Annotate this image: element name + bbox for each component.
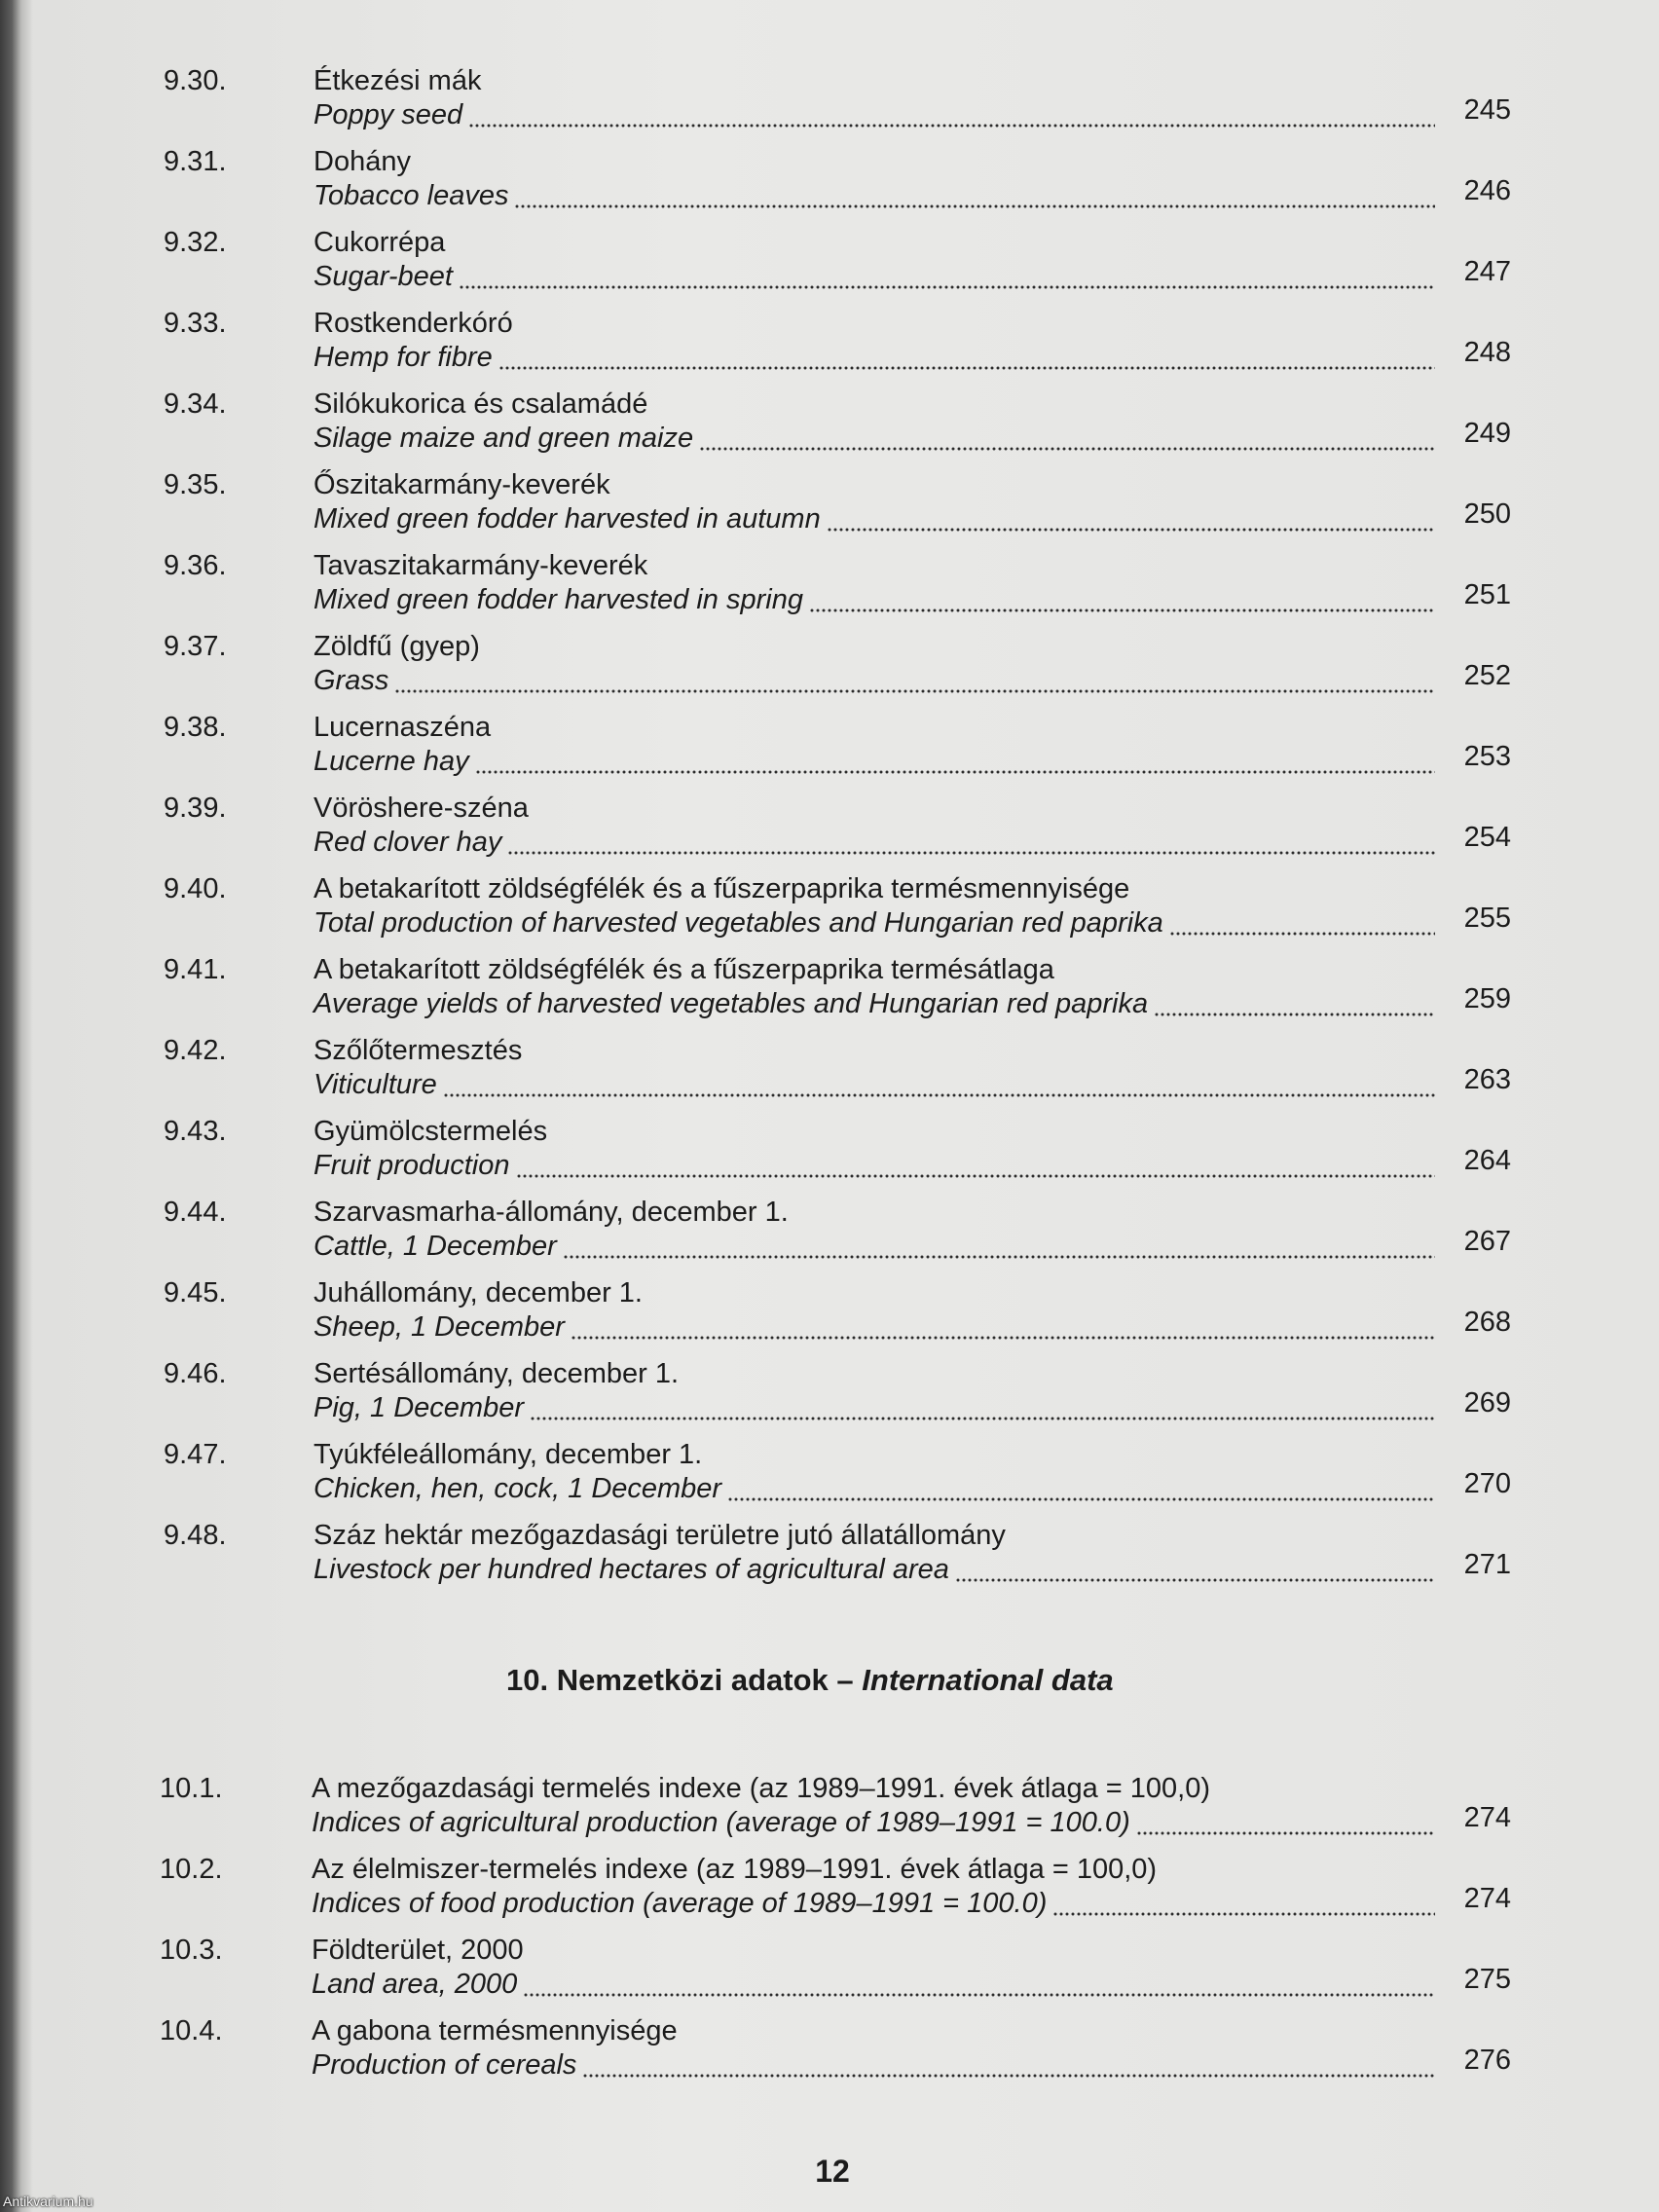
dot-leader: [443, 1092, 1435, 1098]
entry-title-english-line: [313, 826, 1435, 860]
entry-title-english: Grass: [313, 665, 389, 696]
entry-title-english-line: [312, 1887, 1435, 1921]
dot-leader: [563, 1254, 1435, 1260]
entry-page-number: 271: [1463, 1549, 1511, 1580]
entry-number: 9.37.: [164, 631, 227, 662]
entry-title-english: Livestock per hundred hectares of agricultural area: [313, 1554, 949, 1585]
entry-page-number: 259: [1463, 983, 1511, 1014]
entry-page-number: 268: [1463, 1307, 1511, 1338]
entry-page-number: 245: [1463, 94, 1511, 126]
entry-title-english-line: [313, 1230, 1435, 1264]
entry-page-number: 253: [1463, 741, 1511, 772]
entry-number: 9.45.: [164, 1277, 227, 1309]
entry-title-english-line: [313, 987, 1435, 1021]
entry-number: 9.34.: [164, 388, 227, 420]
entry-page-number: 252: [1463, 660, 1511, 691]
entry-page-number: 270: [1463, 1468, 1511, 1499]
entry-number: 9.46.: [164, 1358, 227, 1389]
entry-number: 10.1.: [160, 1773, 223, 1804]
entry-number: 9.44.: [164, 1197, 227, 1228]
section-heading-hungarian: 10. Nemzetközi adatok –: [506, 1663, 854, 1697]
entry-title-english: Poppy seed: [313, 99, 463, 130]
entry-page-number: 275: [1463, 1964, 1511, 1995]
entry-number: 9.38.: [164, 712, 227, 743]
toc-entry: [0, 792, 1659, 872]
entry-title-english: Hemp for fibre: [313, 342, 493, 373]
entry-title-hungarian: A betakarított zöldségfélék és a fűszerpaprika termésátlaga: [313, 954, 1054, 985]
entry-title-english: Tobacco leaves: [313, 180, 509, 211]
entry-number: 9.32.: [164, 227, 227, 258]
entry-title-english-line: [313, 502, 1435, 536]
entry-title-english: Cattle, 1 December: [313, 1231, 557, 1262]
entry-title-hungarian: Zöldfű (gyep): [313, 631, 480, 662]
dot-leader: [809, 608, 1435, 613]
entry-title-english: Fruit production: [313, 1150, 510, 1181]
toc-entry: [0, 549, 1659, 630]
toc-entry: [0, 711, 1659, 792]
entry-title-english-line: [313, 1068, 1435, 1102]
entry-page-number: 274: [1463, 1802, 1511, 1833]
entry-title-hungarian: Tavaszitakarmány-keverék: [313, 550, 648, 581]
entry-title-hungarian: A mezőgazdasági termelés indexe (az 1989–1991. évek átlaga = 100,0): [312, 1773, 1210, 1804]
entry-title-english: Mixed green fodder harvested in autumn: [313, 503, 821, 535]
entry-title-hungarian: Sertésállomány, december 1.: [313, 1358, 680, 1389]
dot-leader: [459, 284, 1435, 290]
entry-title-english: Chicken, hen, cock, 1 December: [313, 1473, 722, 1504]
entry-title-english: Mixed green fodder harvested in spring: [313, 584, 803, 615]
toc-entry: [0, 953, 1659, 1034]
entry-page-number: 249: [1463, 418, 1511, 449]
entry-title-english-line: [313, 422, 1435, 456]
entry-title-english-line: [313, 98, 1435, 132]
dot-leader: [530, 1416, 1435, 1421]
entry-page-number: 254: [1463, 822, 1511, 853]
entry-title-english: Lucerne hay: [313, 746, 469, 777]
entry-number: 9.47.: [164, 1439, 227, 1470]
entry-page-number: 274: [1463, 1883, 1511, 1914]
entry-number: 9.39.: [164, 793, 227, 824]
entry-number: 9.31.: [164, 146, 227, 177]
entry-title-english-line: [313, 179, 1435, 213]
dot-leader: [468, 123, 1435, 129]
entry-page-number: 250: [1463, 498, 1511, 530]
toc-entry: [0, 307, 1659, 387]
entry-title-english-line: [312, 2048, 1435, 2083]
entry-title-english: Silage maize and green maize: [313, 423, 694, 454]
toc-entry: [0, 1853, 1659, 1934]
entry-number: 10.2.: [160, 1854, 223, 1885]
toc-entry: [0, 1034, 1659, 1115]
entry-title-hungarian: Lucernaszéna: [313, 712, 492, 743]
entry-title-english: Indices of food production (average of 1989–1991 = 100.0): [312, 1888, 1048, 1919]
entry-title-hungarian: Az élelmiszer-termelés indexe (az 1989–1991. évek átlaga = 100,0): [312, 1854, 1158, 1885]
dot-leader: [699, 446, 1435, 452]
toc-entry: [0, 1276, 1659, 1357]
entry-page-number: 255: [1463, 903, 1511, 934]
entry-title-english: Land area, 2000: [312, 1969, 518, 2000]
toc-entry: [0, 1772, 1659, 1853]
entry-number: 9.35.: [164, 469, 227, 500]
entry-title-english: Indices of agricultural production (average of 1989–1991 = 100.0): [312, 1807, 1130, 1838]
entry-title-english: Sheep, 1 December: [313, 1311, 565, 1343]
entry-title-english-line: [312, 1968, 1435, 2002]
entry-title-english: Red clover hay: [313, 827, 502, 858]
dot-leader: [514, 203, 1435, 209]
toc-entry: [0, 64, 1659, 145]
toc-section-9: [0, 64, 1659, 1600]
entry-title-hungarian: A betakarított zöldségfélék és a fűszerpaprika termésmennyisége: [313, 873, 1130, 904]
toc-entry: [0, 468, 1659, 549]
entry-number: 9.43.: [164, 1116, 227, 1147]
entry-page-number: 247: [1463, 256, 1511, 287]
toc-entry: [0, 1115, 1659, 1196]
toc-entry: [0, 1357, 1659, 1438]
entry-number: 9.40.: [164, 873, 227, 904]
page-number: 12: [815, 2154, 850, 2189]
dot-leader: [507, 850, 1435, 856]
dot-leader: [955, 1577, 1435, 1583]
toc-entry: [0, 387, 1659, 468]
entry-title-english-line: [313, 583, 1435, 617]
dot-leader: [394, 688, 1435, 694]
section-heading-english: International data: [862, 1663, 1114, 1697]
entry-page-number: 251: [1463, 579, 1511, 610]
entry-title-hungarian: Tyúkféleállomány, december 1.: [313, 1439, 703, 1470]
entry-page-number: 267: [1463, 1226, 1511, 1257]
entry-title-english-line: [312, 1806, 1435, 1840]
entry-title-english-line: [313, 1149, 1435, 1183]
entry-title-english-line: [313, 664, 1435, 698]
entry-title-hungarian: Szőlőtermesztés: [313, 1035, 523, 1066]
dot-leader: [475, 769, 1435, 775]
toc-entry: [0, 1438, 1659, 1519]
entry-title-english-line: [313, 1553, 1435, 1587]
dot-leader: [516, 1173, 1436, 1179]
entry-page-number: 264: [1463, 1145, 1511, 1176]
toc-entry: [0, 1519, 1659, 1600]
entry-title-hungarian: Vöröshere-széna: [313, 793, 529, 824]
dot-leader: [523, 1992, 1435, 1998]
toc-entry: [0, 1934, 1659, 2014]
entry-title-hungarian: Silókukorica és csalamádé: [313, 388, 648, 420]
dot-leader: [727, 1496, 1435, 1502]
entry-number: 9.42.: [164, 1035, 227, 1066]
entry-title-english-line: [313, 1472, 1435, 1506]
dot-leader: [498, 365, 1435, 371]
entry-title-english: Pig, 1 December: [313, 1392, 524, 1423]
dot-leader: [582, 2073, 1435, 2079]
dot-leader: [1052, 1911, 1435, 1917]
entry-title-hungarian: Étkezési mák: [313, 65, 482, 96]
entry-title-hungarian: Száz hektár mezőgazdasági területre jutó állatállomány: [313, 1520, 1006, 1551]
entry-title-english-line: [313, 260, 1435, 294]
dot-leader: [1169, 931, 1435, 937]
entry-page-number: 269: [1463, 1387, 1511, 1419]
dot-leader: [827, 527, 1435, 533]
toc-entry: [0, 226, 1659, 307]
toc-entry: [0, 872, 1659, 953]
entry-number: 9.36.: [164, 550, 227, 581]
entry-number: 9.30.: [164, 65, 227, 96]
entry-title-english-line: [313, 1391, 1435, 1425]
entry-title-english: Viticulture: [313, 1069, 437, 1100]
toc-entry: [0, 630, 1659, 711]
entry-title-english: Total production of harvested vegetables and Hungarian red paprika: [313, 907, 1163, 939]
dot-leader: [1154, 1012, 1435, 1017]
watermark: Antikvarium.hu: [3, 2194, 93, 2209]
entry-number: 9.41.: [164, 954, 227, 985]
entry-title-hungarian: Szarvasmarha-állomány, december 1.: [313, 1197, 789, 1228]
entry-title-hungarian: Dohány: [313, 146, 411, 177]
entry-title-english: Production of cereals: [312, 2049, 577, 2081]
entry-page-number: 263: [1463, 1064, 1511, 1095]
toc-section-10: [0, 1772, 1659, 2095]
toc-entry: [0, 2014, 1659, 2095]
entry-title-english-line: [313, 906, 1435, 940]
entry-title-hungarian: Gyümölcstermelés: [313, 1116, 548, 1147]
entry-page-number: 248: [1463, 337, 1511, 368]
entry-page-number: 276: [1463, 2045, 1511, 2076]
entry-title-english-line: [313, 745, 1435, 779]
entry-title-hungarian: A gabona termésmennyisége: [312, 2015, 678, 2046]
entry-title-english-line: [313, 1310, 1435, 1345]
entry-number: 9.48.: [164, 1520, 227, 1551]
toc-entry: [0, 145, 1659, 226]
entry-title-hungarian: Juhállomány, december 1.: [313, 1277, 643, 1309]
entry-number: 10.4.: [160, 2015, 223, 2046]
toc-entry: [0, 1196, 1659, 1276]
entry-title-hungarian: Őszitakarmány-keverék: [313, 469, 610, 500]
dot-leader: [571, 1335, 1435, 1341]
entry-title-english-line: [313, 341, 1435, 375]
entry-page-number: 246: [1463, 175, 1511, 206]
entry-title-hungarian: Földterület, 2000: [312, 1935, 524, 1966]
entry-title-english: Sugar-beet: [313, 261, 453, 292]
entry-number: 10.3.: [160, 1935, 223, 1966]
entry-title-english: Average yields of harvested vegetables and Hungarian red paprika: [313, 988, 1149, 1019]
dot-leader: [1136, 1830, 1435, 1836]
section-heading: [506, 1661, 1114, 1700]
entry-number: 9.33.: [164, 308, 227, 339]
entry-title-hungarian: Rostkenderkóró: [313, 308, 513, 339]
entry-title-hungarian: Cukorrépa: [313, 227, 446, 258]
